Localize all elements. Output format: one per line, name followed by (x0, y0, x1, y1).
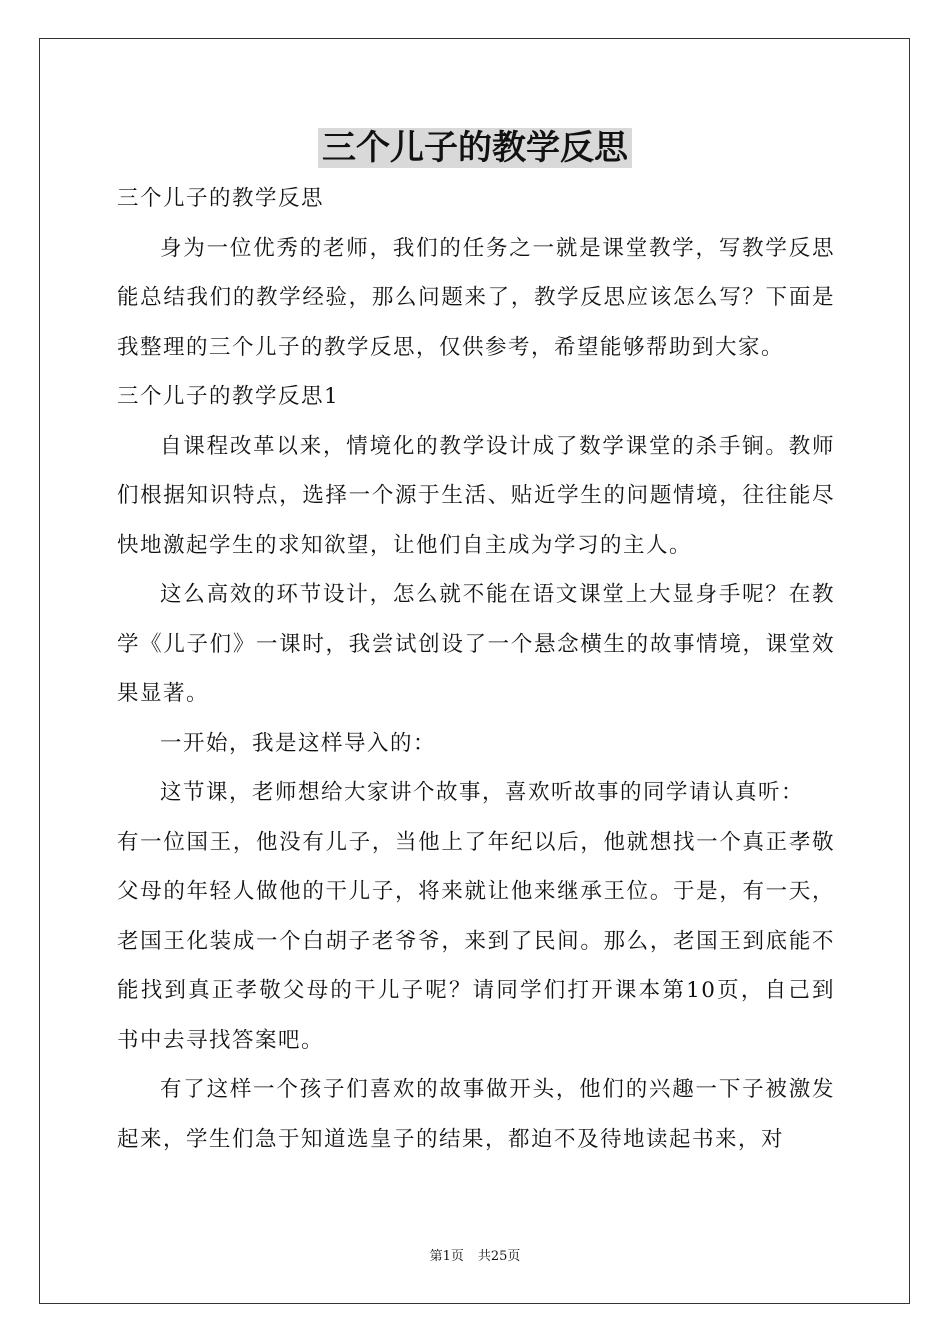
page-footer (0, 1248, 950, 1266)
paragraph: 这么高效的环节设计，怎么就不能在语文课堂上大显身手呢？在教学《儿子们》一课时，我尝试创设了一个悬念横生的故事情境，课堂效果显著。 (117, 582, 835, 706)
paragraph-story: 有一位国王，他没有儿子，当他上了年纪以后，他就想找一个真正孝敬父母的年轻人做他的干儿子，将来就让他来继承王位。于是，有一天，老国王化装成一个白胡子老爷爷，来到了民间。那么，老国王到底能不能找到真正孝敬父母的干儿子呢？请同学们打开课本第10页，自己到书中去寻找答案吧。 (117, 829, 835, 1053)
document-body (117, 174, 835, 1164)
paragraph: 这节课，老师想给大家讲个故事，喜欢听故事的同学请认真听： (160, 780, 805, 805)
paragraph: 自课程改革以来，情境化的教学设计成了数学课堂的杀手锏。教师们根据知识特点，选择一个源于生活、贴近学生的问题情境，往往能尽快地激起学生的求知欲望，让他们自主成为学习的主人。 (117, 433, 835, 558)
page-total: 共25页 (477, 1249, 521, 1264)
page-number: 第1页 (429, 1249, 464, 1264)
paragraph: 一开始，我是这样导入的： (160, 730, 437, 756)
paragraph-subtitle: 三个儿子的教学反思 (117, 186, 325, 211)
paragraph-intro: 身为一位优秀的老师，我们的任务之一就是课堂教学，写教学反思能总结我们的教学经验，那么问题来了，教学反思应该怎么写？下面是我整理的三个儿子的教学反思，仅供参考，希望能够帮助到大家。 (117, 235, 835, 360)
paragraph: 有了这样一个孩子们喜欢的故事做开头，他们的兴趣一下子被激发起来，学生们急于知道选皇子的结果，都迫不及待地读起书来，对 (117, 1077, 835, 1152)
document-title (0, 124, 950, 172)
document-title-text: 三个儿子的教学反思 (318, 128, 632, 168)
section-heading-1: 三个儿子的教学反思1 (117, 384, 340, 409)
